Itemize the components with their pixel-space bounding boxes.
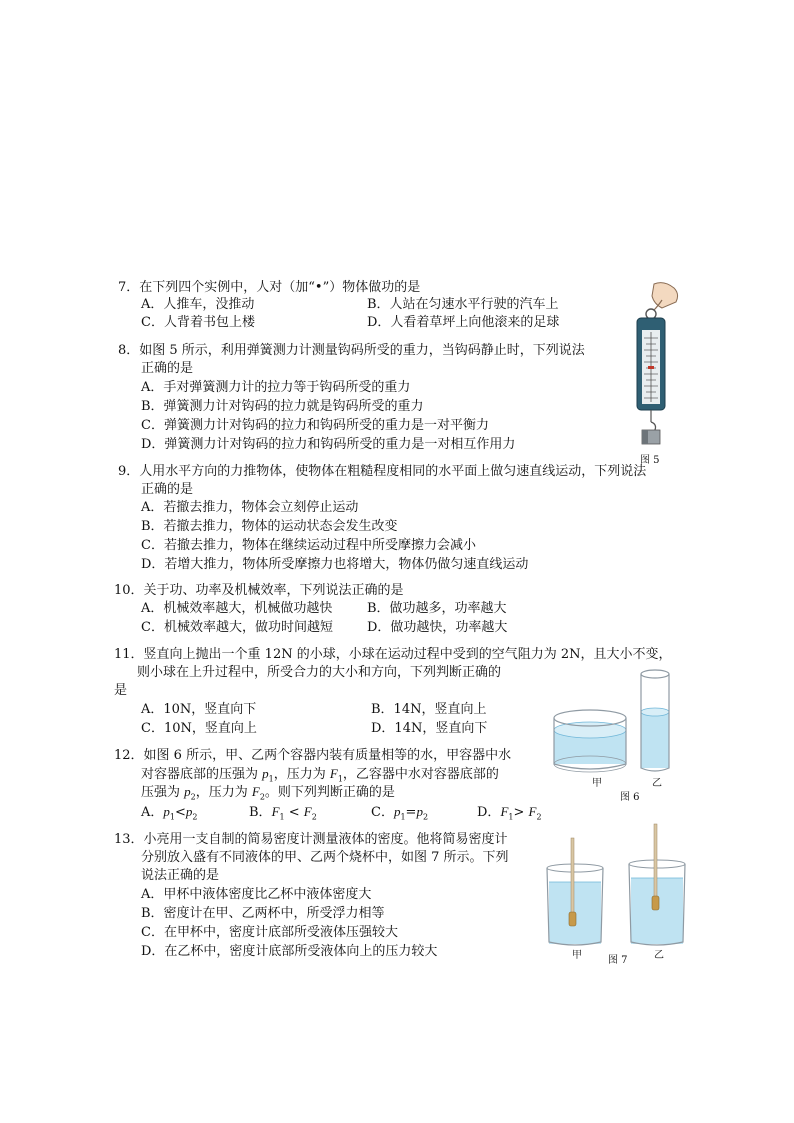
q11-option-c: C．10N，竖直向上 — [141, 721, 257, 736]
q9-option-c: C．若撤去推力，物体在继续运动过程中所受摩擦力会减小 — [141, 538, 476, 553]
fig6-label-yi: 乙 — [652, 778, 662, 789]
q12-option-c: C．$p_1=p_2$ — [371, 804, 429, 822]
q13-stem-line2: 分别放入盛有不同液体的甲、乙两个烧杯中，如图 7 所示。下列 — [141, 850, 509, 865]
q9-stem: 9．人用水平方向的力推物体，使物体在粗糙程度相同的水平面上做匀速直线运动，下列说法 — [118, 464, 647, 479]
q9-stem-cont: 正确的是 — [141, 482, 194, 497]
q8-stem-cont: 正确的是 — [141, 361, 194, 376]
q8-option-d: D．弹簧测力计对钩码的拉力和钩码所受的重力是一对相互作用力 — [141, 437, 516, 452]
spring-scale-figure — [626, 280, 686, 460]
q10-stem: 10．关于功、功率及机械效率，下列说法正确的是 — [114, 583, 404, 598]
q7-option-b: B．人站在匀速水平行驶的汽车上 — [367, 297, 559, 312]
q12-stem-line2: 对容器底部的压强为 $p_1$，压力为 $F_1$，乙容器中水对容器底部的 — [141, 766, 499, 784]
q11-stem: 11．竖直向上抛出一个重 12N 的小球，小球在运动过程中受到的空气阻力为 2N，且大小不变， — [114, 647, 672, 662]
q10-option-b: B．做功越多，功率越大 — [367, 601, 507, 616]
fig5-caption: 图 5 — [640, 455, 660, 466]
containers-figure — [552, 668, 682, 778]
fig7-label-jia: 甲 — [572, 950, 582, 961]
q12-option-d: D．$F_1> F_2$ — [477, 804, 542, 822]
q9-option-d: D．若增大推力，物体所受摩擦力也将增大，物体仍做匀速直线运动 — [141, 557, 529, 572]
fig7-caption: 图 7 — [608, 955, 628, 966]
q7-option-d: D．人看着草坪上向他滚来的足球 — [367, 315, 560, 330]
q7-option-a: A．人推车，没推动 — [141, 297, 255, 312]
q12-stem: 12．如图 6 所示，甲、乙两个容器内装有质量相等的水，甲容器中水 — [114, 748, 512, 763]
q8-stem: 8．如图 5 所示，利用弹簧测力计测量钩码所受的重力，当钩码静止时，下列说法 — [118, 343, 585, 358]
q9-option-b: B．若撤去推力，物体的运动状态会发生改变 — [141, 519, 398, 534]
q8-option-a: A．手对弹簧测力计的拉力等于钩码所受的重力 — [141, 380, 411, 395]
densimeter-figure — [544, 820, 688, 950]
q11-option-b: B．14N，竖直向上 — [371, 702, 487, 717]
q9-option-a: A．若撤去推力，物体会立刻停止运动 — [141, 500, 359, 515]
q8-option-b: B．弹簧测力计对钩码的拉力就是钩码所受的重力 — [141, 399, 424, 414]
q12-option-b: B．$F_1 < F_2$ — [249, 804, 317, 822]
q11-stem-end: 是 — [114, 683, 128, 698]
q11-stem-cont: 则小球在上升过程中，所受合力的大小和方向，下列判断正确的 — [137, 665, 502, 680]
fig6-label-jia: 甲 — [592, 778, 602, 789]
q12-stem-line3: 压强为 $p_2$，压力为 $F_2$。则下列判断正确的是 — [141, 784, 395, 802]
q12-option-a: A．$p_1<p_2$ — [141, 804, 198, 822]
q10-option-d: D．做功越快，功率越大 — [367, 620, 508, 635]
q10-option-c: C．机械效率越大，做功时间越短 — [141, 620, 333, 635]
q10-option-a: A．机械效率越大，机械做功越快 — [141, 601, 333, 616]
q7-stem: 7．在下列四个实例中，人对（加“•”）物体做功的是 — [118, 280, 421, 295]
q13-option-b: B．密度计在甲、乙两杯中，所受浮力相等 — [141, 906, 385, 921]
q13-option-c: C．在甲杯中，密度计底部所受液体压强较大 — [141, 925, 398, 940]
q11-option-a: A．10N，竖直向下 — [141, 702, 257, 717]
q11-option-d: D．14N，竖直向下 — [371, 721, 488, 736]
q7-option-c: C．人背着书包上楼 — [141, 315, 255, 330]
q13-option-d: D．在乙杯中，密度计底部所受液体向上的压力较大 — [141, 944, 438, 959]
q13-stem: 13．小亮用一支自制的简易密度计测量液体的密度。他将简易密度计 — [114, 832, 508, 847]
fig6-caption: 图 6 — [620, 792, 640, 803]
q13-option-a: A．甲杯中液体密度比乙杯中液体密度大 — [141, 887, 372, 902]
q8-option-c: C．弹簧测力计对钩码的拉力和钩码所受的重力是一对平衡力 — [141, 418, 489, 433]
q13-stem-line3: 说法正确的是 — [141, 868, 220, 883]
fig7-label-yi: 乙 — [654, 950, 664, 961]
